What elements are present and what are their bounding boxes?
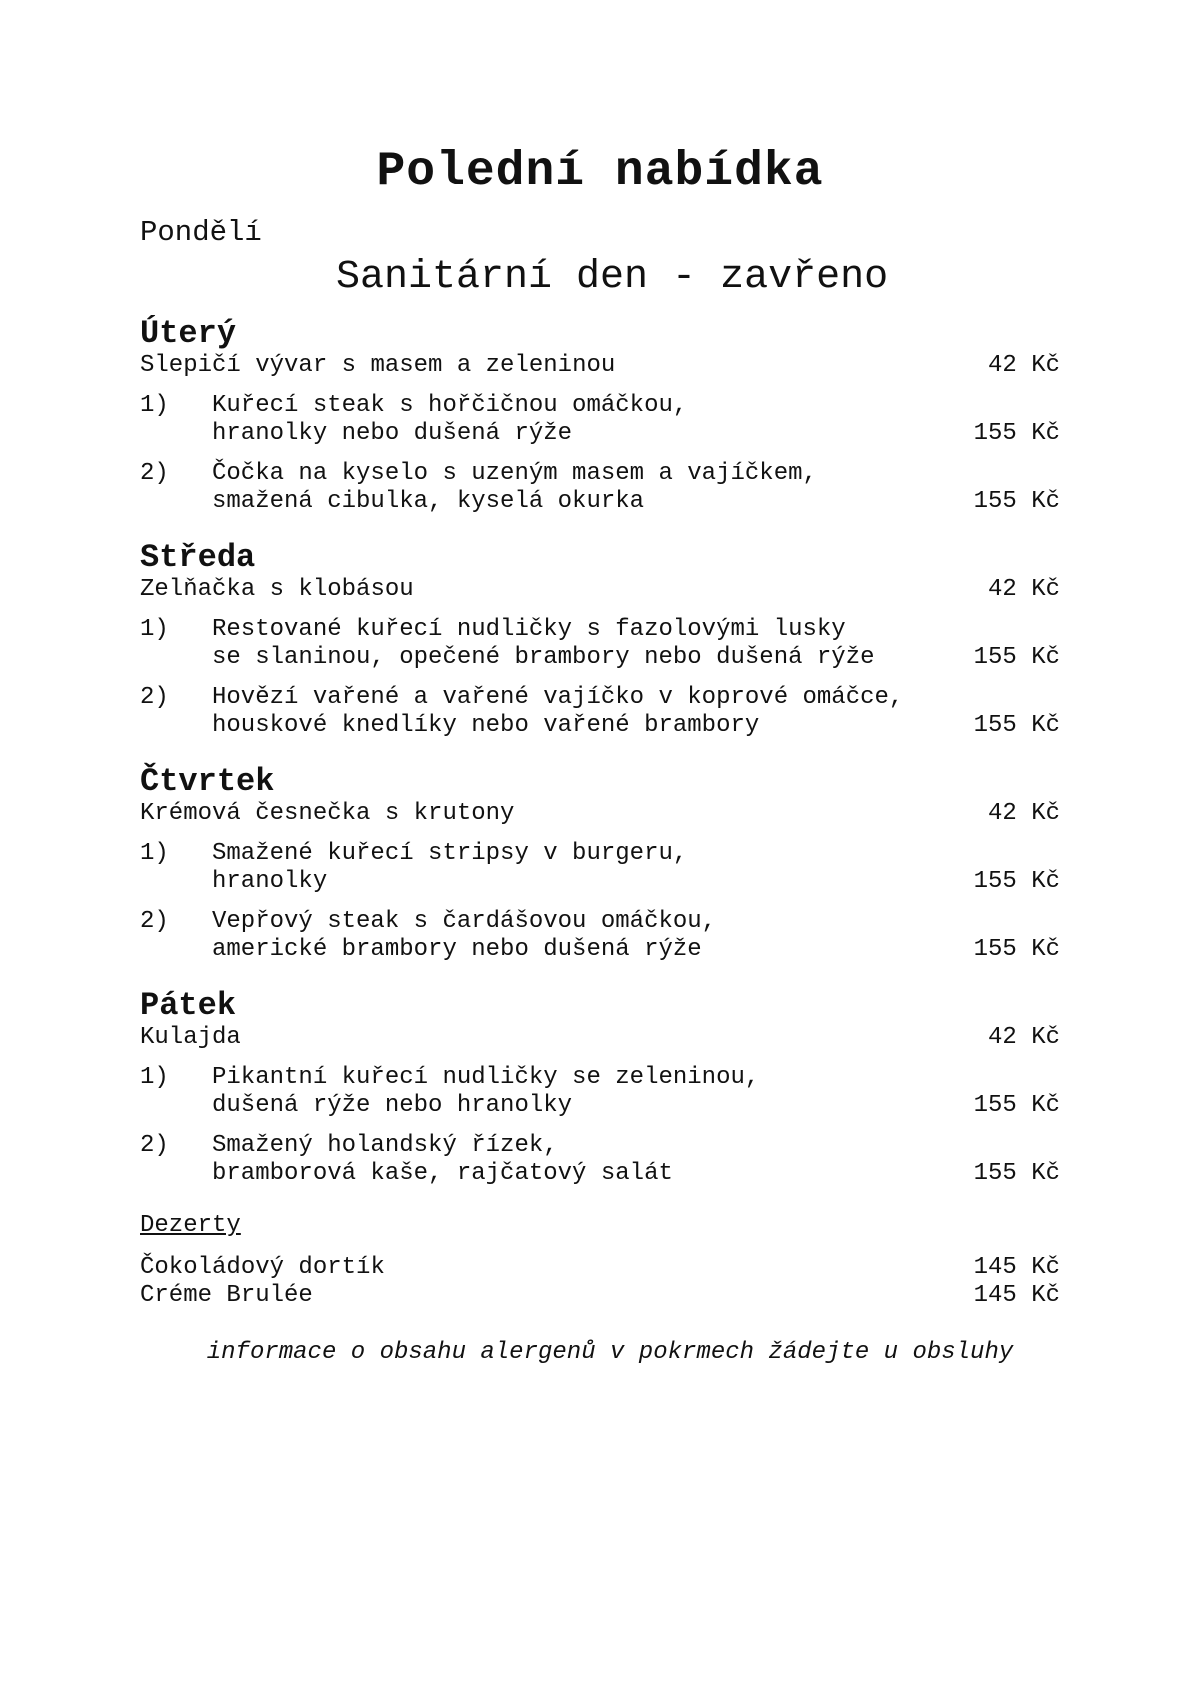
meal-price: 155 Kč (973, 936, 1060, 963)
desserts-heading: Dezerty (140, 1212, 241, 1239)
meal-number: 1) (140, 1064, 169, 1091)
meal-row (140, 684, 1060, 740)
soup-row (140, 800, 1060, 828)
days-list (140, 316, 1060, 1188)
meal-line-1: Vepřový steak s čardášovou omáčkou, (212, 908, 717, 935)
menu-title: Polední nabídka (376, 145, 824, 199)
day-heading: Středa (140, 539, 256, 576)
meal-price: 155 Kč (973, 1092, 1060, 1119)
soup-row (140, 576, 1060, 604)
soup-price: 42 Kč (987, 1024, 1060, 1051)
dessert-price: 145 Kč (973, 1282, 1060, 1309)
meal-description (212, 684, 965, 740)
desserts-section (140, 1212, 1060, 1310)
meal-row (140, 616, 1060, 672)
day-section (140, 540, 1060, 740)
soup-row (140, 352, 1060, 380)
day-section (140, 988, 1060, 1188)
dessert-price: 145 Kč (973, 1254, 1060, 1281)
soup-name: Slepičí vývar s masem a zeleninou (140, 352, 616, 379)
meal-price: 155 Kč (973, 420, 1060, 447)
meal-number: 2) (140, 1132, 169, 1159)
meal-line-2: dušená rýže nebo hranolky (212, 1092, 573, 1119)
meal-description (212, 460, 965, 516)
meal-number: 2) (140, 460, 169, 487)
meal-line-2: se slaninou, opečené brambory nebo dušená rýže (212, 644, 875, 671)
day-heading-monday: Pondělí (140, 216, 262, 249)
meal-row (140, 1064, 1060, 1120)
meal-row (140, 840, 1060, 896)
meal-line-1: Smažené kuřecí stripsy v burgeru, (212, 840, 688, 867)
meal-price: 155 Kč (973, 868, 1060, 895)
meal-number: 1) (140, 392, 169, 419)
meal-row (140, 908, 1060, 964)
dessert-name: Créme Brulée (140, 1282, 313, 1309)
day-section (140, 316, 1060, 516)
dessert-item (140, 1282, 1060, 1310)
meal-description (212, 1064, 965, 1120)
meal-price: 155 Kč (973, 1160, 1060, 1187)
meal-description (212, 616, 965, 672)
meal-line-1: Pikantní kuřecí nudličky se zeleninou, (212, 1064, 760, 1091)
day-heading: Čtvrtek (140, 763, 275, 800)
meal-number: 2) (140, 684, 169, 711)
meal-line-1: Kuřecí steak s hořčičnou omáčkou, (212, 392, 688, 419)
monday-closed-note: Sanitární den - zavřeno (336, 255, 889, 300)
meal-price: 155 Kč (973, 488, 1060, 515)
meal-line-1: Restované kuřecí nudličky s fazolovými lusky (212, 616, 846, 643)
soup-price: 42 Kč (987, 800, 1060, 827)
meal-line-2: houskové knedlíky nebo vařené brambory (212, 712, 760, 739)
soup-price: 42 Kč (987, 352, 1060, 379)
meal-number: 1) (140, 616, 169, 643)
meal-line-1: Hovězí vařené a vařené vajíčko v koprové omáčce, (212, 684, 904, 711)
day-heading: Úterý (140, 315, 237, 352)
menu-content (140, 316, 1060, 1310)
soup-row (140, 1024, 1060, 1052)
dessert-name: Čokoládový dortík (140, 1254, 385, 1281)
soup-name: Kulajda (140, 1024, 241, 1051)
day-section (140, 764, 1060, 964)
meal-line-2: bramborová kaše, rajčatový salát (212, 1160, 673, 1187)
meal-row (140, 460, 1060, 516)
soup-name: Krémová česnečka s krutony (140, 800, 515, 827)
meal-line-2: hranolky nebo dušená rýže (212, 420, 573, 447)
allergen-note: informace o obsahu alergenů v pokrmech žádejte u obsluhy (206, 1339, 1014, 1366)
meal-price: 155 Kč (973, 712, 1060, 739)
meal-description (212, 840, 965, 896)
meal-description (212, 908, 965, 964)
meal-line-2: smažená cibulka, kyselá okurka (212, 488, 645, 515)
soup-price: 42 Kč (987, 576, 1060, 603)
meal-line-2: hranolky (212, 868, 328, 895)
meal-line-1: Smažený holandský řízek, (212, 1132, 558, 1159)
meal-line-2: americké brambory nebo dušená rýže (212, 936, 702, 963)
dessert-item (140, 1254, 1060, 1282)
meal-description (212, 1132, 965, 1188)
soup-name: Zelňačka s klobásou (140, 576, 414, 603)
meal-description (212, 392, 965, 448)
meal-row (140, 1132, 1060, 1188)
meal-number: 2) (140, 908, 169, 935)
day-heading: Pátek (140, 987, 237, 1024)
meal-row (140, 392, 1060, 448)
meal-line-1: Čočka na kyselo s uzeným masem a vajíčkem, (212, 460, 817, 487)
meal-price: 155 Kč (973, 644, 1060, 671)
meal-number: 1) (140, 840, 169, 867)
